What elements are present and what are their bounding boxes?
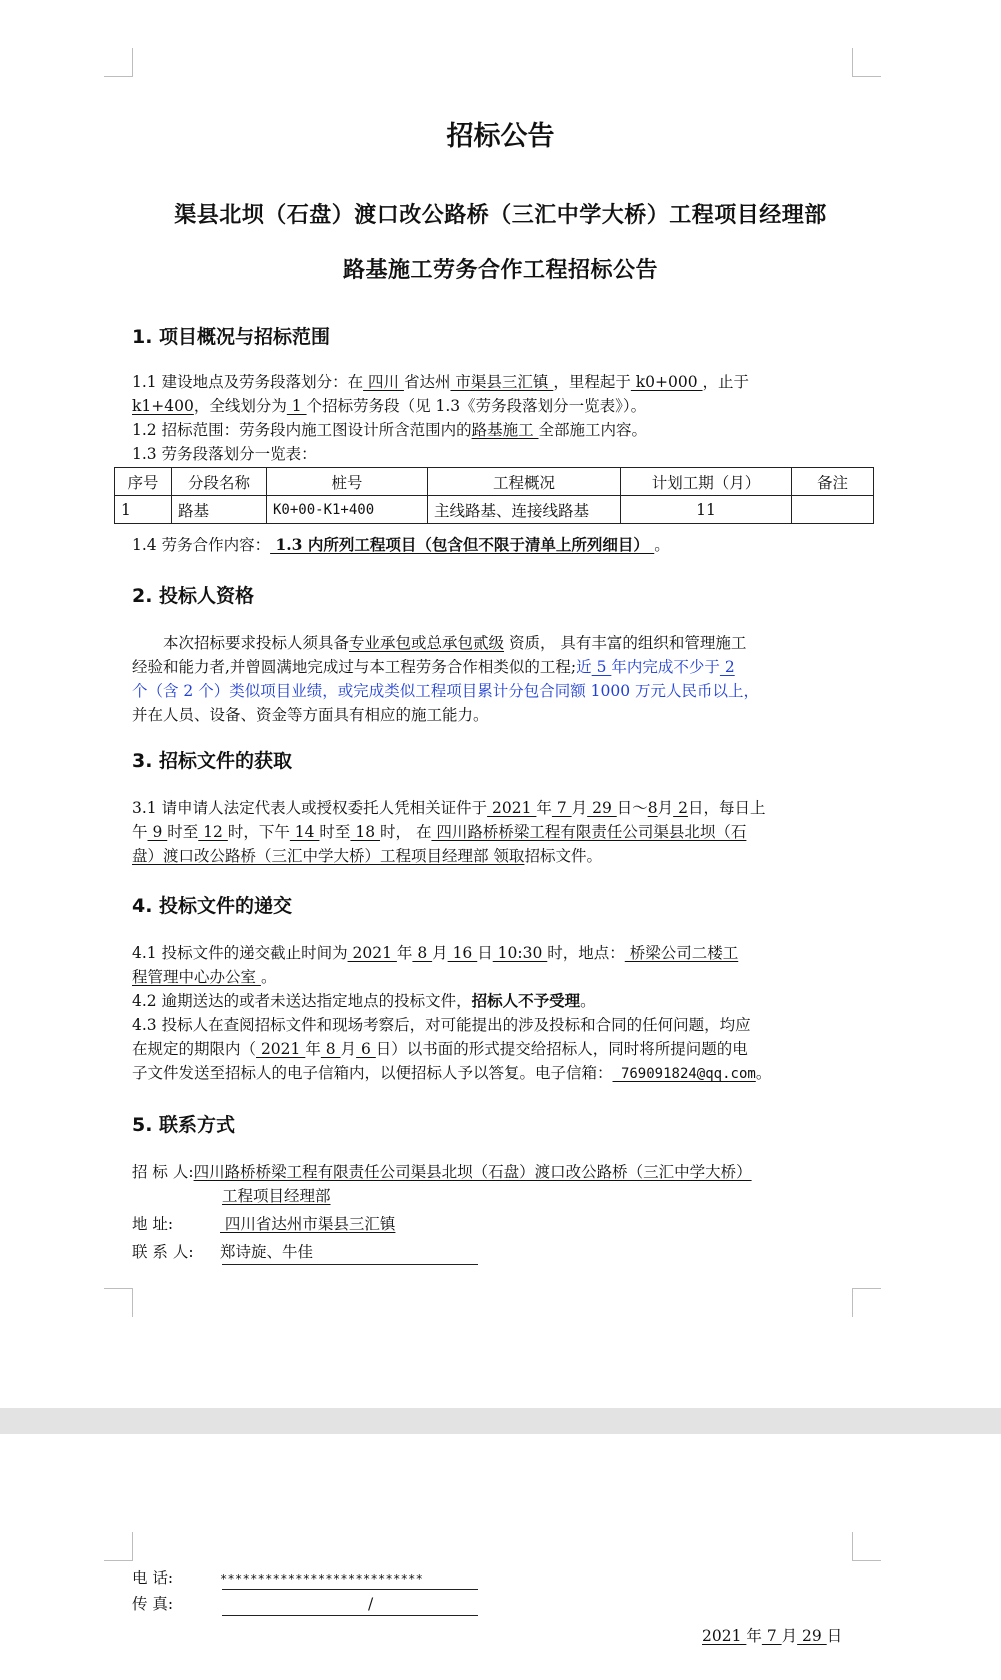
pickup-place: 四川路桥桥梁工程有限责任公司渠县北坝（石 [431, 823, 747, 841]
text: 。 [580, 992, 596, 1010]
date-year: 2021 [702, 1627, 747, 1645]
para-2-line-3: 个（含 2 个）类似项目业绩，或完成类似工程项目累计分包合同额 1000 万元人民币以上， [132, 682, 760, 700]
text: 月 [432, 944, 448, 962]
text: 年内完成不少于 [611, 658, 720, 676]
para-1-1-line-1 [132, 370, 749, 394]
table-header-cell: 序号 [115, 468, 172, 496]
deadline-day: 16 [447, 944, 478, 962]
pickup-place-cont: 盘）渡口改公路桥（三汇中学大桥）工程项目经理部 领取 [132, 847, 525, 865]
pm-start: 14 [289, 823, 320, 841]
para-4-2 [132, 989, 596, 1013]
section-4-heading: 4. 投标文件的递交 [132, 895, 293, 917]
subtitle-line-1: 渠县北坝（石盘）渡口改公路桥（三汇中学大桥）工程项目经理部 [174, 202, 827, 228]
text: 个招标劳务段（见 1.3《劳务段落划分一览表》）。 [306, 397, 647, 415]
cooperation-content: 1.3 内所列工程项目（包含但不限于清单上所列细目） [270, 535, 655, 554]
qualification-field: 专业承包或总承包贰级 [349, 634, 505, 652]
crop-mark-bottom-right [852, 1288, 881, 1317]
date-month: 7 [761, 1627, 782, 1645]
am-end: 12 [198, 823, 228, 841]
table-cell: 1 [115, 496, 172, 524]
text: 午 [132, 823, 148, 841]
text: 本次招标要求投标人须具备 [163, 634, 350, 652]
text: 日～ [616, 799, 648, 817]
text: 年 [396, 944, 413, 962]
section-3-heading: 3. 招标文件的获取 [132, 750, 293, 772]
fax-value: / [368, 1595, 374, 1613]
fax-underline [222, 1615, 478, 1616]
fax-label: 传 真: [132, 1595, 174, 1613]
para-3-line-3 [132, 844, 602, 868]
phone-label: 电 话: [132, 1569, 174, 1587]
text: ，里程起于 [553, 373, 631, 391]
table-header-cell: 备注 [792, 468, 874, 496]
contact-underline [222, 1264, 478, 1265]
text: 时，下午 [227, 823, 290, 841]
end-day: 2 [673, 799, 688, 817]
text: 全部施工内容。 [538, 421, 648, 439]
address-row [132, 1212, 395, 1236]
text: 时，地点： [547, 944, 625, 962]
page-separator [0, 1408, 1001, 1434]
contact-row [132, 1240, 313, 1264]
start-month: 7 [551, 799, 572, 817]
table-cell: K0+00-K1+400 [267, 496, 428, 524]
phone-value: *************************** [220, 1572, 424, 1586]
page-title: 招标公告 [446, 121, 555, 152]
not-accepted-text: 招标人不予受理 [471, 991, 581, 1010]
section-count: 1 [286, 397, 307, 415]
submit-place-cont: 程管理中心办公室 [132, 968, 261, 986]
province-field: 四川 [363, 373, 404, 391]
submit-place: 桥梁公司二楼工 [624, 944, 739, 962]
project-count-field: 2 [719, 658, 735, 676]
document-page-2 [0, 1434, 1001, 1680]
table-row [115, 496, 874, 524]
segment-table [114, 467, 874, 524]
para-4-1-line-1 [132, 941, 738, 965]
text: 月 [657, 799, 674, 817]
crop-mark-bottom-left [104, 1288, 133, 1317]
end-mileage: k1+400 [132, 397, 194, 415]
table-cell: 主线路基、连接线路基 [428, 496, 621, 524]
para-4-3-line-3 [132, 1061, 771, 1086]
text: 3.1 请申请人法定代表人或授权委托人凭相关证件于 [132, 799, 488, 817]
table-header-cell: 分段名称 [172, 468, 267, 496]
date-day: 29 [797, 1627, 827, 1645]
tenderer-row-cont [222, 1184, 331, 1208]
deadline-year: 2021 [347, 944, 397, 962]
para-4-3-line-2 [132, 1037, 748, 1061]
text: 年 [305, 1040, 321, 1058]
text: 省达州 [403, 373, 451, 391]
text: 日 [826, 1627, 843, 1645]
crop-mark-top-left [104, 48, 133, 77]
end-month: 8 [647, 799, 658, 817]
tenderer-label: 招 标 人: [132, 1163, 194, 1181]
section-1-heading: 1. 项目概况与招标范围 [132, 326, 331, 348]
text: 1.4 劳务合作内容： [132, 536, 271, 554]
subtitle-line-2: 路基施工劳务合作工程招标公告 [342, 257, 658, 283]
tenderer-row [132, 1160, 752, 1184]
start-year: 2021 [487, 799, 537, 817]
text: ，止于 [702, 373, 750, 391]
text: 月 [340, 1040, 357, 1058]
text: 年 [746, 1627, 762, 1645]
scope-field: 路基施工 [471, 421, 539, 439]
para-1-2 [132, 418, 647, 442]
table-cell [792, 496, 874, 524]
phone-row [132, 1566, 423, 1591]
tenderer-value-cont: 工程项目经理部 [222, 1187, 331, 1205]
para-1-4 [132, 533, 670, 557]
text: ，全线划分为 [193, 397, 287, 415]
tenderer-value: 四川路桥桥梁工程有限责任公司渠县北坝（石盘）渡口改公路桥（三汇中学大桥） [193, 1163, 752, 1181]
text: 1.1 建设地点及劳务段落划分：在 [132, 373, 364, 391]
section-2-heading: 2. 投标人资格 [132, 585, 255, 607]
text: 时， 在 [380, 823, 432, 841]
table-header-cell: 工程概况 [428, 468, 621, 496]
para-3-line-2 [132, 820, 746, 844]
text: 月 [571, 799, 588, 817]
years-field: 5 [591, 658, 612, 676]
phone-underline [222, 1589, 478, 1590]
text: 资质， 具有丰富的组织和管理施工 [504, 634, 747, 652]
text: 月 [781, 1627, 798, 1645]
para-1-3: 1.3 劳务段落划分一览表： [132, 445, 317, 463]
start-day: 29 [587, 799, 617, 817]
text: 1.2 招标范围：劳务段内施工图设计所含范围内的 [132, 421, 472, 439]
email-address: 769091824@qq.com [612, 1066, 756, 1082]
address-label: 地 址: [132, 1215, 174, 1233]
address-value: 四川省达州市渠县三汇镇 [220, 1215, 396, 1233]
text: 近 [576, 658, 592, 676]
am-start: 9 [147, 823, 168, 841]
text: 日，每日上 [687, 799, 766, 817]
text: 。 [755, 1064, 772, 1082]
document-date [702, 1624, 842, 1648]
text: 日）以书面的形式提交给招标人，同时将所提问题的电 [375, 1040, 748, 1058]
table-header-cell: 计划工期（月） [621, 468, 792, 496]
para-2-line-4: 并在人员、设备、资金等方面具有相应的施工能力。 [132, 706, 489, 724]
text: 招标文件。 [524, 847, 602, 865]
start-mileage: k0+000 [630, 373, 703, 391]
text: 年 [536, 799, 552, 817]
table-cell: 路基 [172, 496, 267, 524]
text: 日 [477, 944, 493, 962]
pm-end: 18 [350, 823, 381, 841]
table-header-row [115, 468, 874, 496]
para-1-1-line-2 [132, 394, 646, 418]
question-year: 2021 [256, 1040, 306, 1058]
para-4-1-line-2 [132, 965, 276, 989]
question-month: 8 [320, 1040, 341, 1058]
deadline-time: 10:30 [492, 944, 548, 962]
contact-value: 郑诗旋、牛佳 [220, 1243, 314, 1261]
text: 在规定的期限内（ [132, 1040, 257, 1058]
crop-mark-top-right [852, 48, 881, 77]
fax-row [132, 1592, 374, 1616]
text: 4.1 投标文件的递交截止时间为 [132, 944, 348, 962]
crop-mark-top-right [852, 1532, 881, 1561]
para-3-line-1 [132, 796, 765, 820]
para-2-line-2 [132, 655, 735, 679]
text: 子文件发送至招标人的电子信箱内，以便招标人予以答复。电子信箱： [132, 1064, 613, 1082]
para-2-line-1 [163, 631, 746, 655]
table-cell: 11 [621, 496, 792, 524]
text: 。 [260, 968, 277, 986]
question-day: 6 [356, 1040, 376, 1058]
section-5-heading: 5. 联系方式 [132, 1114, 236, 1136]
para-4-3-line-1: 4.3 投标人在查阅招标文件和现场考察后，对可能提出的涉及投标和合同的任何问题，均应 [132, 1016, 751, 1034]
text: 。 [654, 536, 670, 554]
text: 4.2 逾期送达的或者未送达指定地点的投标文件， [132, 992, 472, 1010]
city-field: 市渠县三汇镇 [450, 373, 554, 391]
text: 经验和能力者,并曾圆满地完成过与本工程劳务合作相类似的工程; [132, 658, 577, 676]
contact-label: 联 系 人: [132, 1243, 194, 1261]
deadline-month: 8 [412, 944, 433, 962]
text: 时至 [319, 823, 351, 841]
crop-mark-top-left [104, 1532, 133, 1561]
table-header-cell: 桩号 [267, 468, 428, 496]
text: 时至 [167, 823, 199, 841]
